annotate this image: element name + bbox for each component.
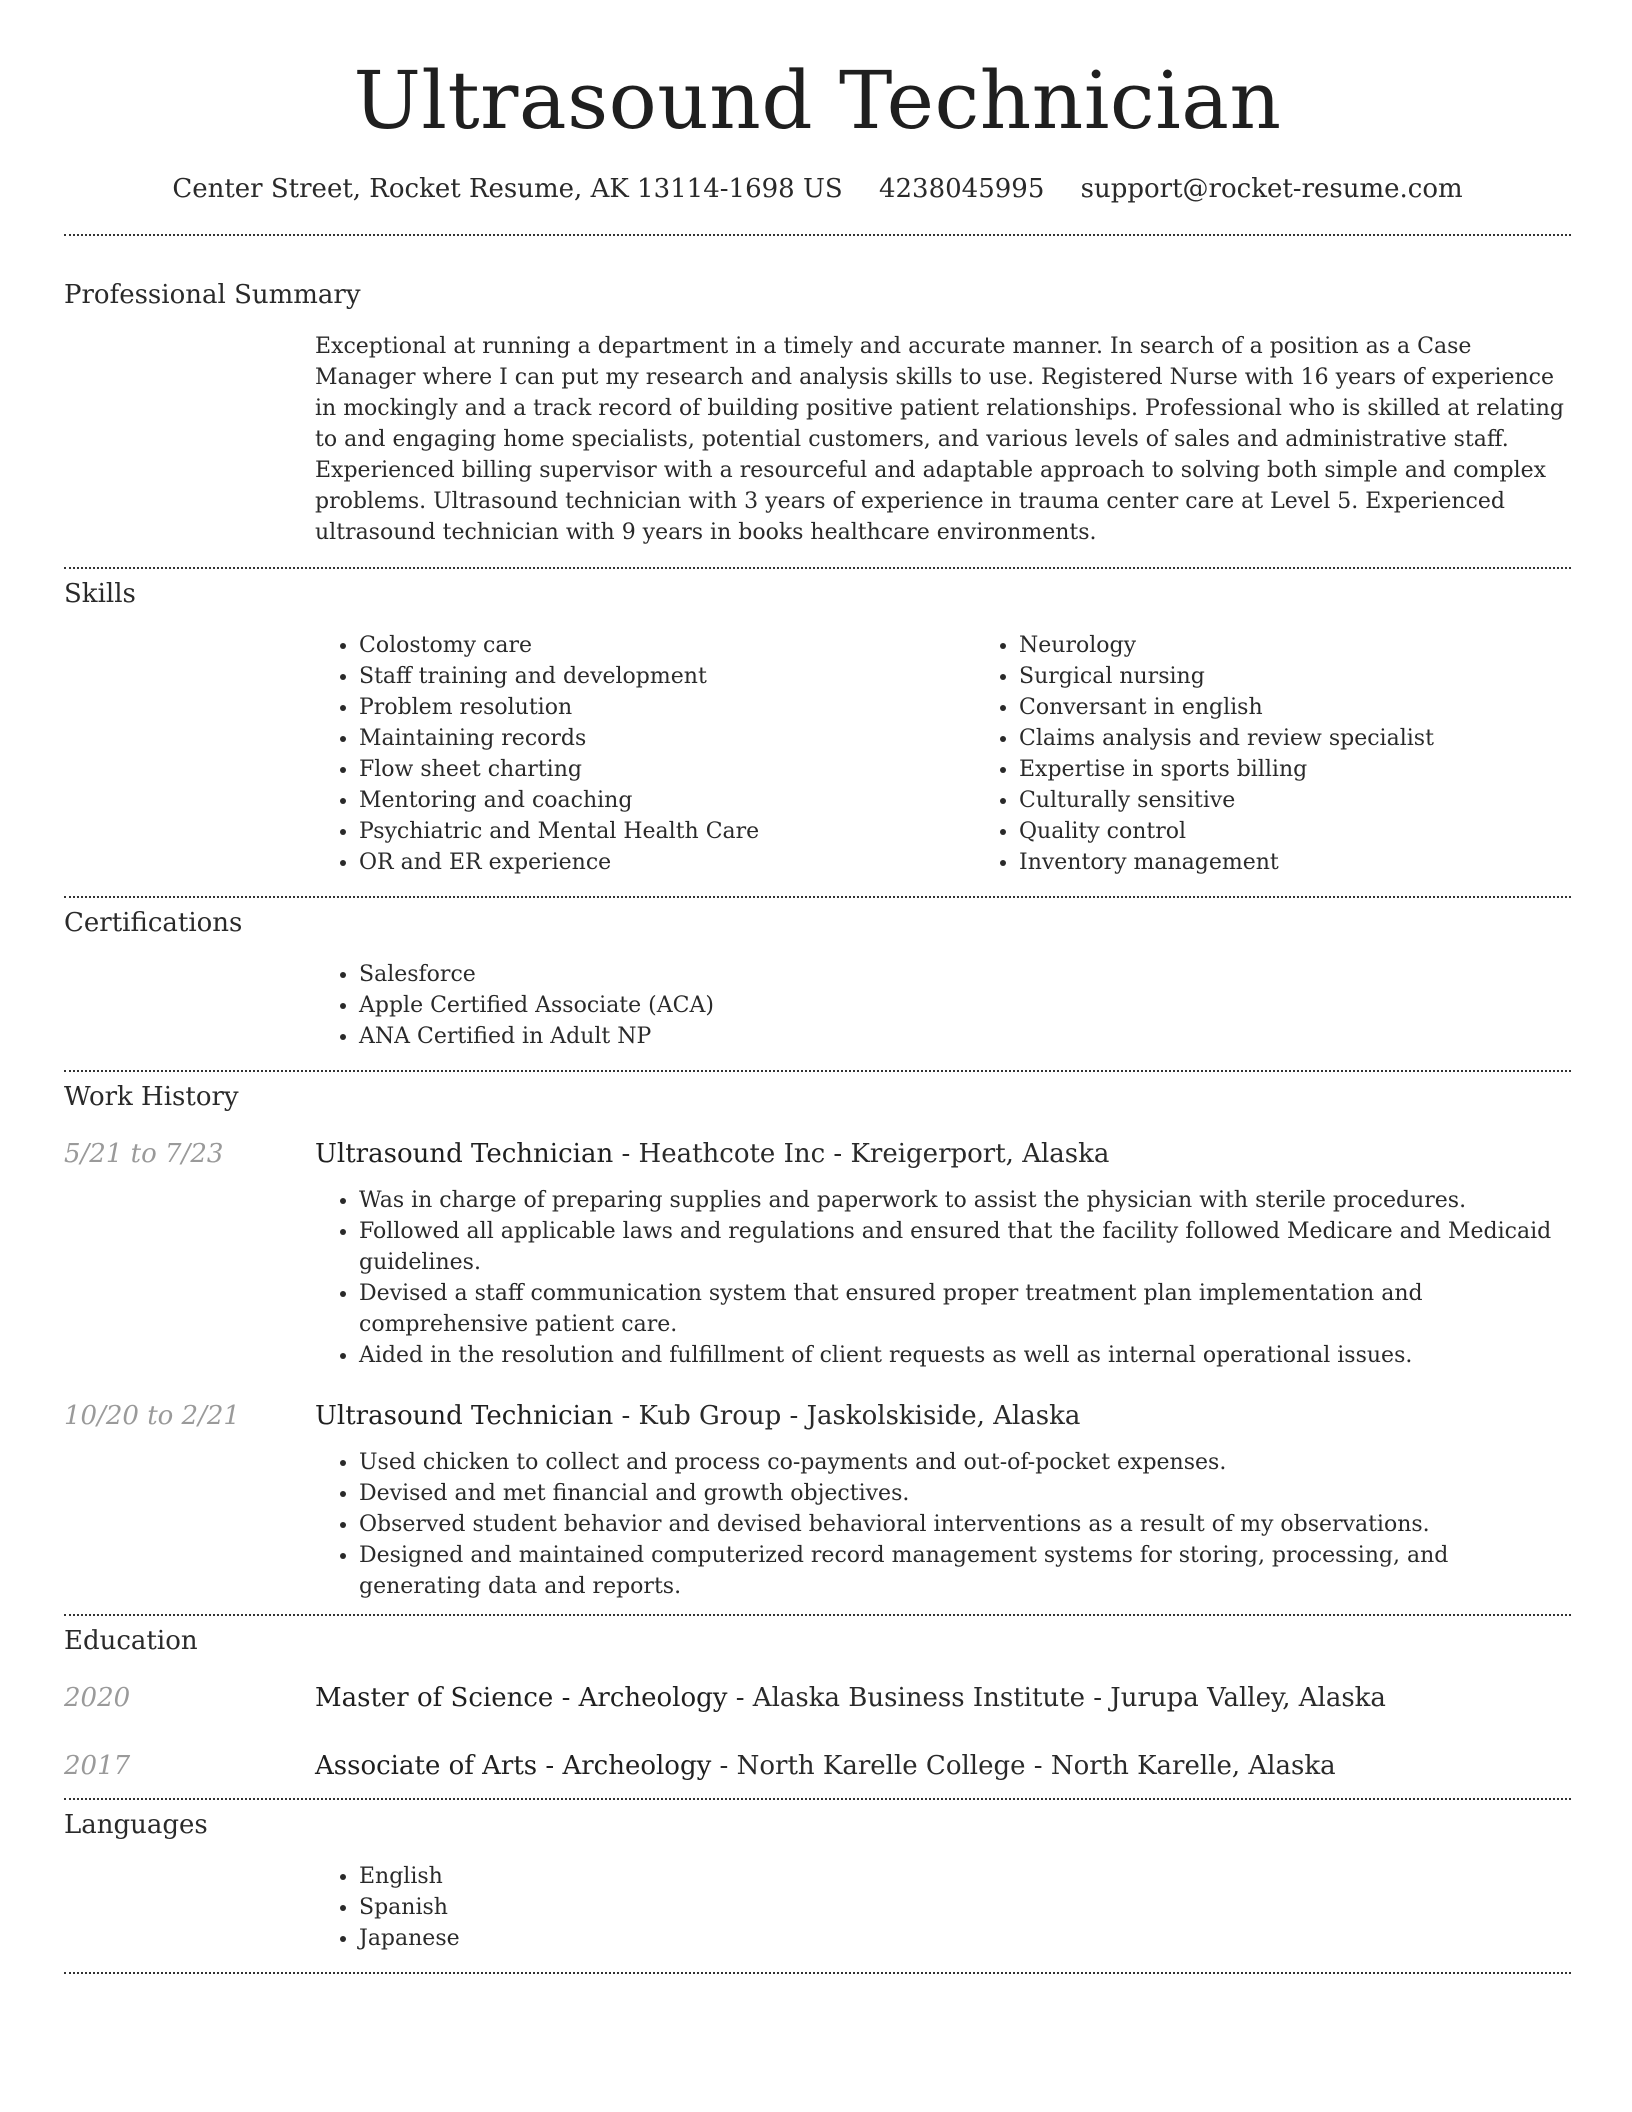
certification-item: • Apple Certified Associate (ACA) (359, 990, 1571, 1021)
job-header (64, 1398, 1571, 1434)
job-details (315, 1447, 1571, 1602)
skill-item: • Culturally sensitive (1019, 785, 1632, 816)
summary-section (64, 236, 1571, 548)
job-entry (64, 1136, 1571, 1371)
language-item: • Spanish (359, 1892, 1571, 1923)
skill-item: • Staff training and development (359, 661, 975, 692)
job-bullet: • Devised a staff communication system that ensured proper treatment plan implementation and comprehensive patient care. (359, 1278, 1571, 1340)
education-section (64, 1616, 1571, 1784)
education-entry (64, 1748, 1571, 1784)
education-year: 2020 (64, 1683, 131, 1713)
education-school: - Alaska Business Institute - Jurupa Valley, Alaska (727, 1683, 1386, 1713)
job-title (315, 1398, 1080, 1434)
skills-list-left (315, 630, 975, 878)
work-section (64, 1072, 1571, 1602)
skill-item: • Surgical nursing (1019, 661, 1632, 692)
skill-item: • Quality control (1019, 816, 1632, 847)
skills-list-right (975, 630, 1632, 878)
skill-item: • Colostomy care (359, 630, 975, 661)
job-bullets (315, 1185, 1571, 1371)
job-bullet: • Observed student behavior and devised behavioral interventions as a result of my observations. (359, 1509, 1571, 1540)
skill-item: • Conversant in english (1019, 692, 1632, 723)
skill-item: • Neurology (1019, 630, 1632, 661)
languages-heading: Languages (64, 1810, 208, 1840)
education-entry (64, 1680, 1571, 1716)
certifications-content (315, 959, 1571, 1052)
summary-content (315, 331, 1571, 548)
job-details (315, 1185, 1571, 1371)
certification-item: • ANA Certified in Adult NP (359, 1021, 1571, 1052)
job-bullet: • Followed all applicable laws and regulations and ensured that the facility followed Medicare and Medicaid guidelines. (359, 1216, 1571, 1278)
skill-item: • Mentoring and coaching (359, 785, 975, 816)
education-degree: Associate of Arts - Archeology (315, 1751, 712, 1781)
certifications-section (64, 898, 1571, 1052)
job-dates: 5/21 to 7/23 (64, 1139, 224, 1169)
education-school: - North Karelle College - North Karelle, Alaska (711, 1751, 1336, 1781)
job-role: Ultrasound Technician (315, 1401, 614, 1431)
job-bullet: • Was in charge of preparing supplies and paperwork to assist the physician with sterile procedures. (359, 1185, 1571, 1216)
languages-list (315, 1861, 1571, 1954)
skill-item: • Claims analysis and review specialist (1019, 723, 1632, 754)
job-title (315, 1136, 1109, 1172)
skill-item: • Problem resolution (359, 692, 975, 723)
language-item: • English (359, 1861, 1571, 1892)
job-bullet: • Aided in the resolution and fulfillment of client requests as well as internal operational issues. (359, 1340, 1571, 1371)
languages-content (315, 1861, 1571, 1954)
skill-item: • Inventory management (1019, 847, 1632, 878)
job-role: Ultrasound Technician (315, 1139, 614, 1169)
education-degree: Master of Science - Archeology (315, 1683, 728, 1713)
skill-item: • Flow sheet charting (359, 754, 975, 785)
education-year: 2017 (64, 1751, 131, 1781)
email-link[interactable]: support@rocket-resume.com (1080, 174, 1463, 204)
resume-name: Ultrasound Technician (353, 54, 1282, 147)
education-heading: Education (64, 1626, 198, 1656)
contact-line (64, 171, 1571, 207)
job-dates: 10/20 to 2/21 (64, 1401, 240, 1431)
job-bullets (315, 1447, 1571, 1602)
skills-section (64, 569, 1571, 878)
summary-heading: Professional Summary (64, 280, 361, 310)
skill-item: • Expertise in sports billing (1019, 754, 1632, 785)
work-heading: Work History (64, 1082, 239, 1112)
skills-content (315, 630, 1571, 878)
education-title (315, 1748, 1336, 1784)
job-employer: - Heathcote Inc - Kreigerport, Alaska (613, 1139, 1110, 1169)
language-item: • Japanese (359, 1923, 1571, 1954)
certifications-heading: Certifications (64, 908, 243, 938)
skill-item: • OR and ER experience (359, 847, 975, 878)
job-bullet: • Designed and maintained computerized record management systems for storing, processing, and generating data and reports. (359, 1540, 1571, 1602)
skill-item: • Psychiatric and Mental Health Care (359, 816, 975, 847)
skill-item: • Maintaining records (359, 723, 975, 754)
job-employer: - Kub Group - Jaskolskiside, Alaska (613, 1401, 1081, 1431)
divider (64, 1972, 1571, 1974)
phone-text: 4238045995 (878, 174, 1045, 204)
job-entry (64, 1398, 1571, 1602)
education-title (315, 1680, 1386, 1716)
address-text: Center Street, Rocket Resume, AK 13114-1698 US (172, 174, 843, 204)
job-header (64, 1136, 1571, 1172)
job-bullet: • Devised and met financial and growth objectives. (359, 1478, 1571, 1509)
skills-heading: Skills (64, 579, 136, 609)
summary-text: Exceptional at running a department in a timely and accurate manner. In search of a position as a Case Manager where I can put my research and analysis skills to use. Registered Nurse with 16 years of experience in mockingly and a track record of building positive patient relationships. Professional who is skilled at relating to and engaging home specialists, potential customers, and various levels of sales and administrative staff. Experienced billing supervisor with a resourceful and adaptable approach to solving both simple and complex problems. Ultrasound technician with 3 years of experience in trauma center care at Level 5. Experienced ultrasound technician with 9 years in books healthcare environments. (315, 334, 1565, 545)
certification-item: • Salesforce (359, 959, 1571, 990)
languages-section (64, 1800, 1571, 1954)
certifications-list (315, 959, 1571, 1052)
resume-page (64, 0, 1571, 1974)
job-bullet: • Used chicken to collect and process co-payments and out-of-pocket expenses. (359, 1447, 1571, 1478)
